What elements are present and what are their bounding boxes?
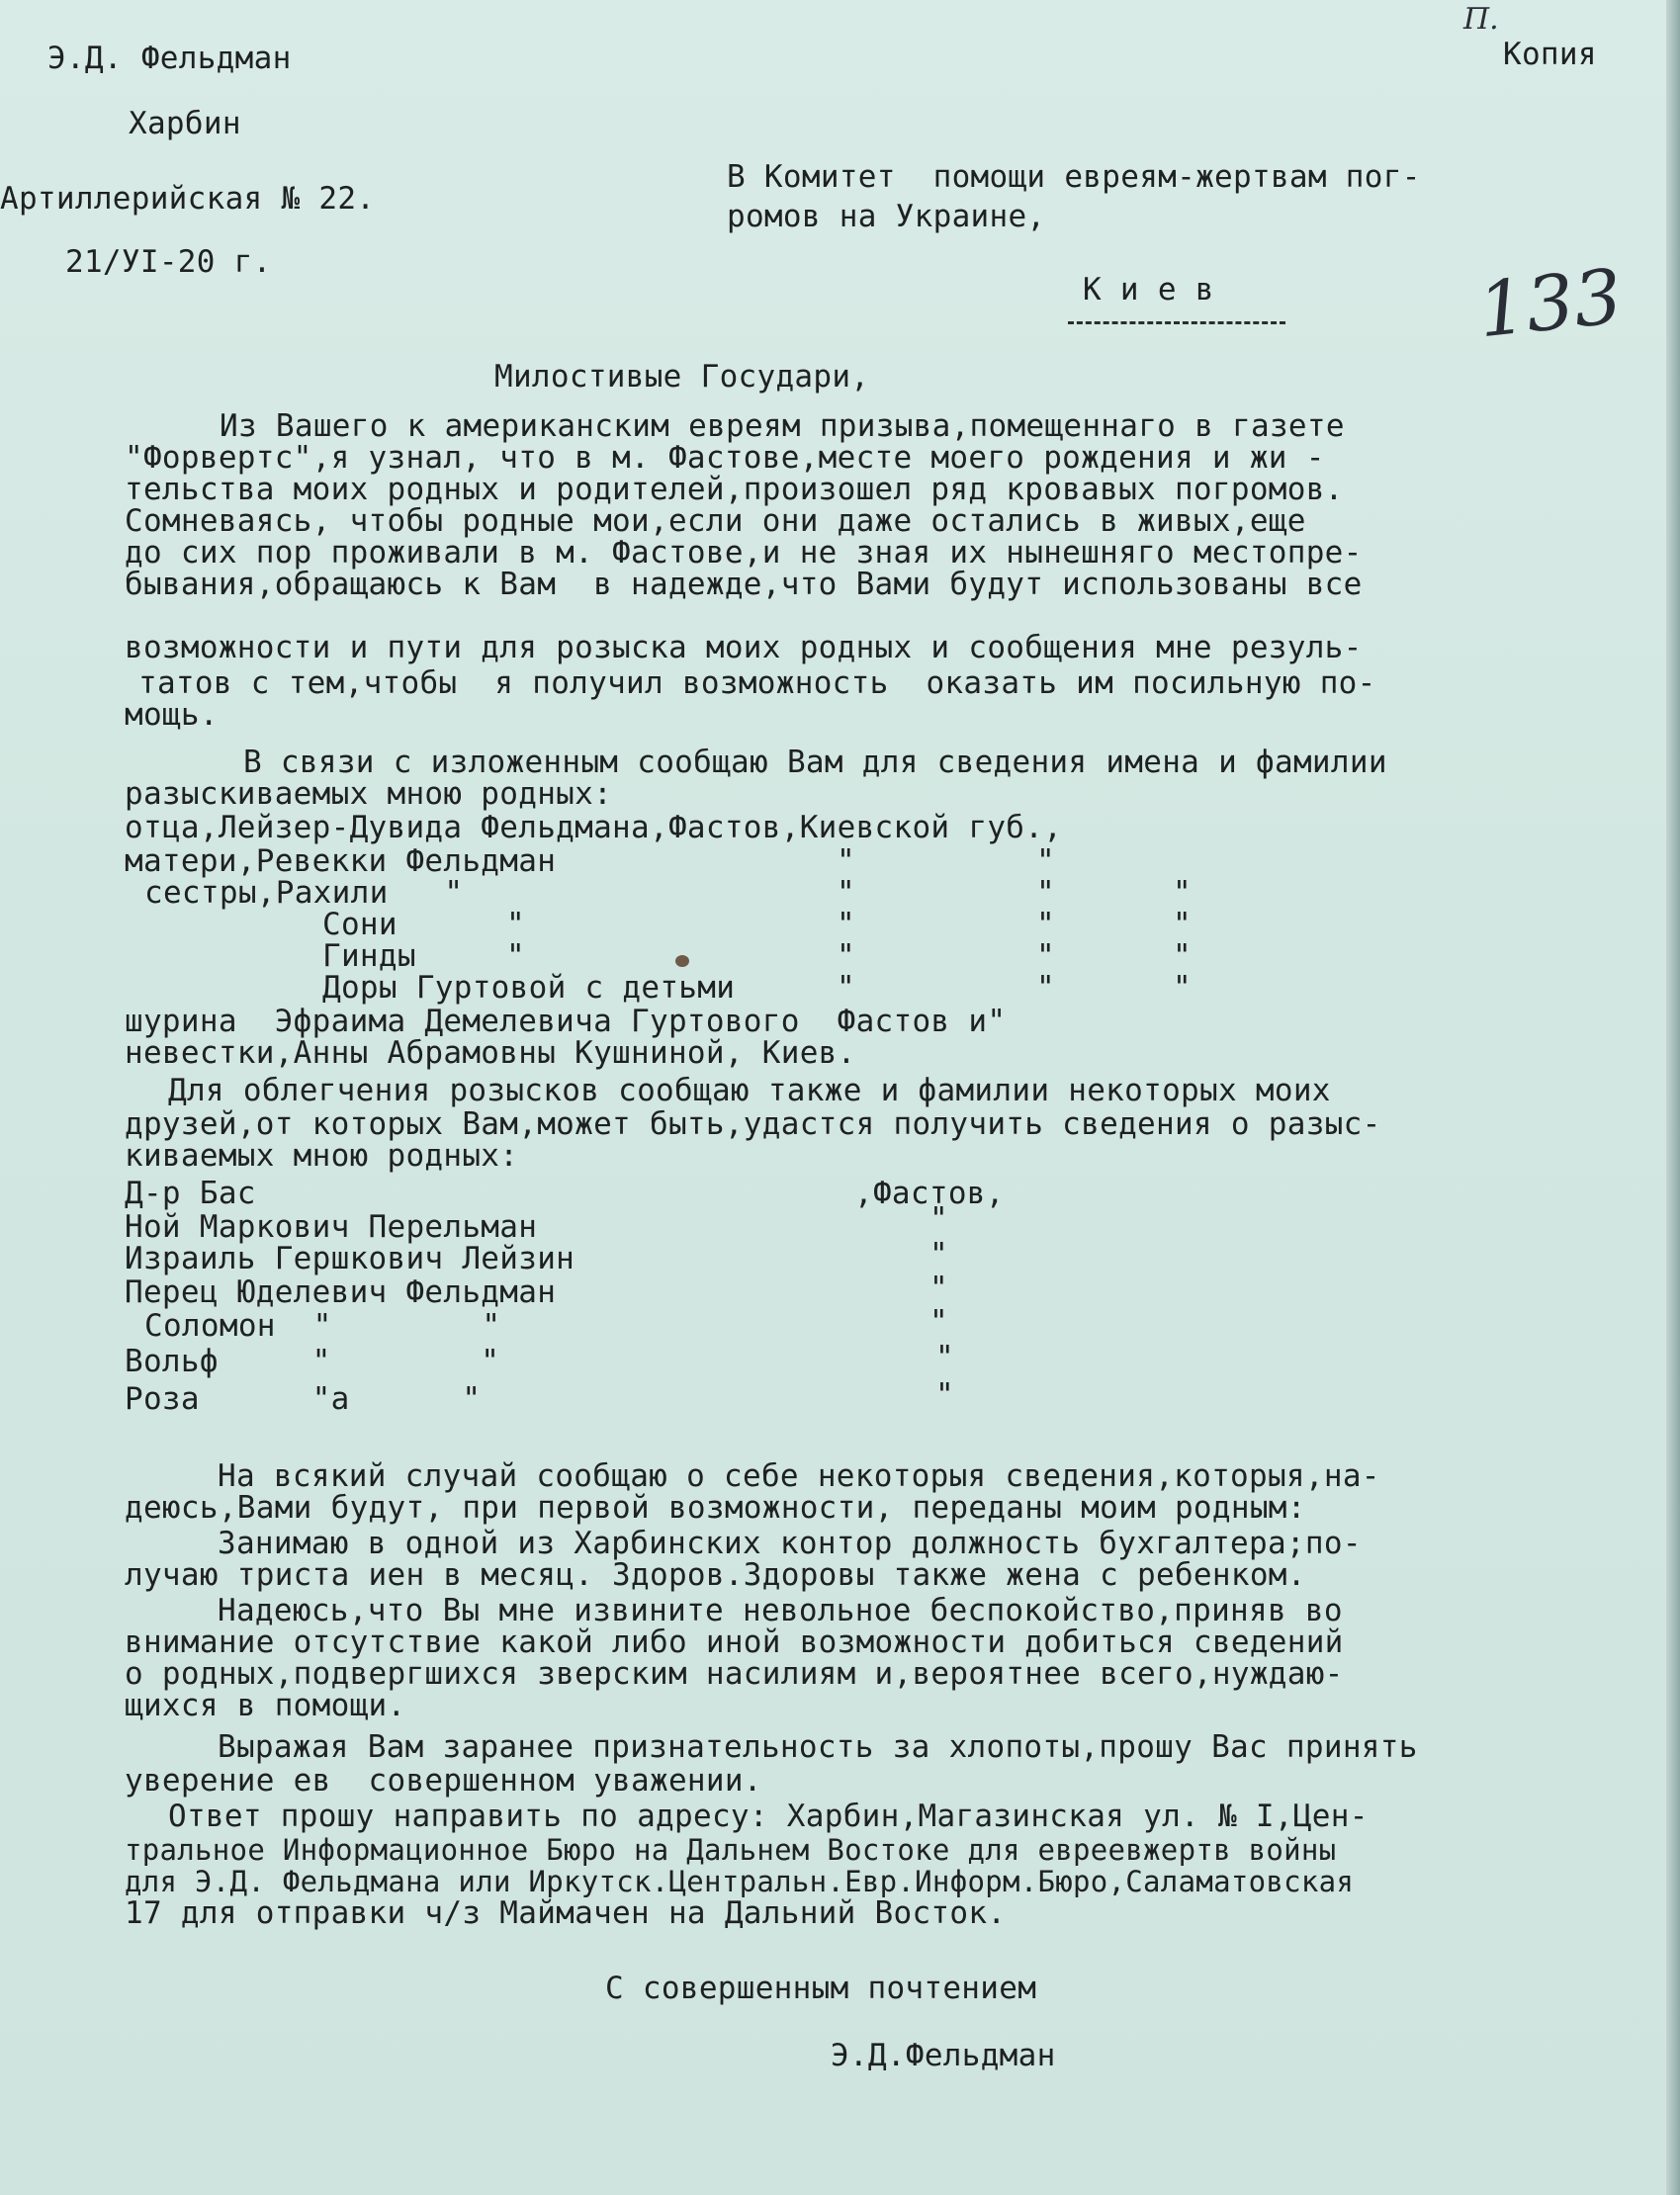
friend-place: ,Фастов, <box>854 1176 1005 1211</box>
ditto-mark: " <box>929 1201 948 1237</box>
friend-row: Роза "а " <box>125 1381 482 1417</box>
reply-line: 17 для отправки ч/з Маймачен на Дальний Восток. <box>125 1895 1007 1931</box>
reply-line: тральное Информационное Бюро на Дальнем Востоке для евреевжертв войны <box>125 1833 1337 1867</box>
ditto-mark: " <box>837 938 855 974</box>
intro-line: возможности и пути для розыска моих родных и сообщения мне резуль- <box>125 630 1363 665</box>
closing: С совершенным почтением <box>605 1971 1037 2006</box>
ditto-mark: " <box>929 1237 948 1273</box>
relatives-intro-line: разыскиваемых мною родных: <box>125 776 613 812</box>
relative-extra-row: невестки,Анны Абрамовны Кушниной, Киев. <box>125 1035 856 1071</box>
intro-line: "Форвертс",я узнал, что в м. Фастове,месте моего рождения и жи - <box>125 440 1325 476</box>
folio-number: 133 <box>1473 251 1627 355</box>
ditto-mark: " <box>837 843 855 879</box>
addressee-city: К и е в <box>1083 272 1214 307</box>
friend-row: Д-р Бас <box>125 1176 256 1211</box>
friend-row: Перец Юделевич Фельдман <box>125 1274 557 1310</box>
ditto-mark: " <box>1036 970 1055 1006</box>
thanks-line: уверение ев совершенном уважении. <box>125 1763 762 1799</box>
relative-row: матери,Ревекки Фельдман <box>125 843 557 879</box>
ditto-mark: " <box>929 1304 948 1340</box>
ditto-mark: " <box>837 970 855 1006</box>
ditto-mark: " <box>1173 907 1192 942</box>
friends-intro-line: друзей,от которых Вам,может быть,удастся получить сведения о разыс- <box>125 1106 1381 1142</box>
about-self-line: деюсь,Вами будут, при первой возможности, переданы моим родным: <box>125 1490 1306 1526</box>
ditto-mark: " <box>1173 938 1192 974</box>
reply-line: Ответ прошу направить по адресу: Харбин,Магазинская ул. № I,Цен- <box>168 1799 1369 1834</box>
sender-street: Артиллерийская № 22. <box>0 181 376 217</box>
ink-blot <box>675 955 689 967</box>
friend-row: Израиль Гершкович Лейзин <box>125 1241 575 1276</box>
relative-row: отца,Лейзер-Дувида Фельдмана,Фастов,Киевской губ., <box>125 810 1063 845</box>
friend-row: Вольф " " <box>125 1344 500 1379</box>
addressee-line-1: В Комитет помощи евреям-жертвам пог- <box>727 159 1421 195</box>
signature: Э.Д.Фельдман <box>831 2038 1056 2073</box>
relative-row: Доры Гуртовой с детьми <box>322 970 736 1006</box>
ditto-mark: " <box>1036 875 1055 911</box>
ditto-mark: " <box>837 875 855 911</box>
intro-line: татов с тем,чтобы я получил возможность оказать им посильную по- <box>138 665 1376 701</box>
friends-intro-line: киваемых мною родных: <box>125 1138 519 1174</box>
copy-mark: Копия <box>1503 37 1597 72</box>
relative-row: Гинды <box>322 938 416 974</box>
ditto-mark: " <box>1173 875 1192 911</box>
city-underline <box>1068 321 1285 324</box>
thanks-line: Выражая Вам заранее признательность за хлопоты,прошу Вас принять <box>218 1729 1418 1765</box>
apology-line: внимание отсутствие какой либо иной возможности добиться сведений <box>125 1624 1344 1660</box>
ditto-mark: " <box>935 1377 954 1413</box>
intro-line: бывания,обращаюсь к Вам в надежде,что Вами будут использованы все <box>125 567 1363 602</box>
ditto-mark: " <box>1173 970 1192 1006</box>
intro-line: тельства моих родных и родителей,произошел ряд кровавых погромов. <box>125 472 1344 507</box>
relative-row: сестры,Рахили " <box>144 875 464 911</box>
ditto-mark: " <box>506 938 525 974</box>
about-self-line: Занимаю в одной из Харбинских контор должность бухгалтера;по- <box>218 1526 1362 1561</box>
salutation: Милостивые Государи, <box>494 359 870 395</box>
friend-row: Соломон " " <box>144 1308 501 1344</box>
intro-line: Сомневаясь, чтобы родные мои,если они даже остались в живых,еще <box>125 503 1306 539</box>
intro-line: до сих пор проживали в м. Фастове,и не зная их нынешняго местопре- <box>125 535 1363 571</box>
about-self-line: На всякий случай сообщаю о себе некоторыя сведения,которыя,на- <box>218 1458 1380 1494</box>
apology-line: щихся в помощи. <box>125 1688 406 1723</box>
apology-line: Надеюсь,что Вы мне извините невольное беспокойство,приняв во <box>218 1593 1343 1628</box>
sender-city: Харбин <box>129 106 241 141</box>
reply-line: для Э.Д. Фельдмана или Иркутск.Центральн.Евр.Информ.Бюро,Саламатовская <box>125 1865 1355 1898</box>
ditto-mark: " <box>1036 907 1055 942</box>
intro-line: мощь. <box>125 697 219 733</box>
page-mark: П. <box>1463 2 1499 37</box>
page-edge <box>1666 0 1680 2195</box>
about-self-line: лучаю триста иен в месяц. Здоров.Здоровы также жена с ребенком. <box>125 1557 1306 1593</box>
relatives-intro-line: В связи с изложенным сообщаю Вам для сведения имена и фамилии <box>243 745 1387 780</box>
relative-extra-row: шурина Эфраима Демелевича Гуртового Фастов и" <box>125 1004 1007 1039</box>
apology-line: о родных,подвергшихся зверским насилиям и,вероятнее всего,нуждаю- <box>125 1656 1344 1692</box>
ditto-mark: " <box>1036 938 1055 974</box>
friend-row: Ной Маркович Перельман <box>125 1209 538 1245</box>
intro-line: Из Вашего к американским евреям призыва,помещеннаго в газете <box>220 408 1345 444</box>
ditto-mark: " <box>935 1340 954 1375</box>
letter-date: 21/УI-20 г. <box>65 244 272 280</box>
ditto-mark: " <box>506 907 525 942</box>
ditto-mark: " <box>1036 843 1055 879</box>
sender-name: Э.Д. Фельдман <box>47 41 292 76</box>
addressee-line-2: ромов на Украине, <box>727 199 1046 234</box>
ditto-mark: " <box>837 907 855 942</box>
relative-row: Сони <box>322 907 398 942</box>
ditto-mark: " <box>929 1271 948 1306</box>
friends-intro-line: Для облегчения розысков сообщаю также и фамилии некоторых моих <box>168 1073 1331 1108</box>
